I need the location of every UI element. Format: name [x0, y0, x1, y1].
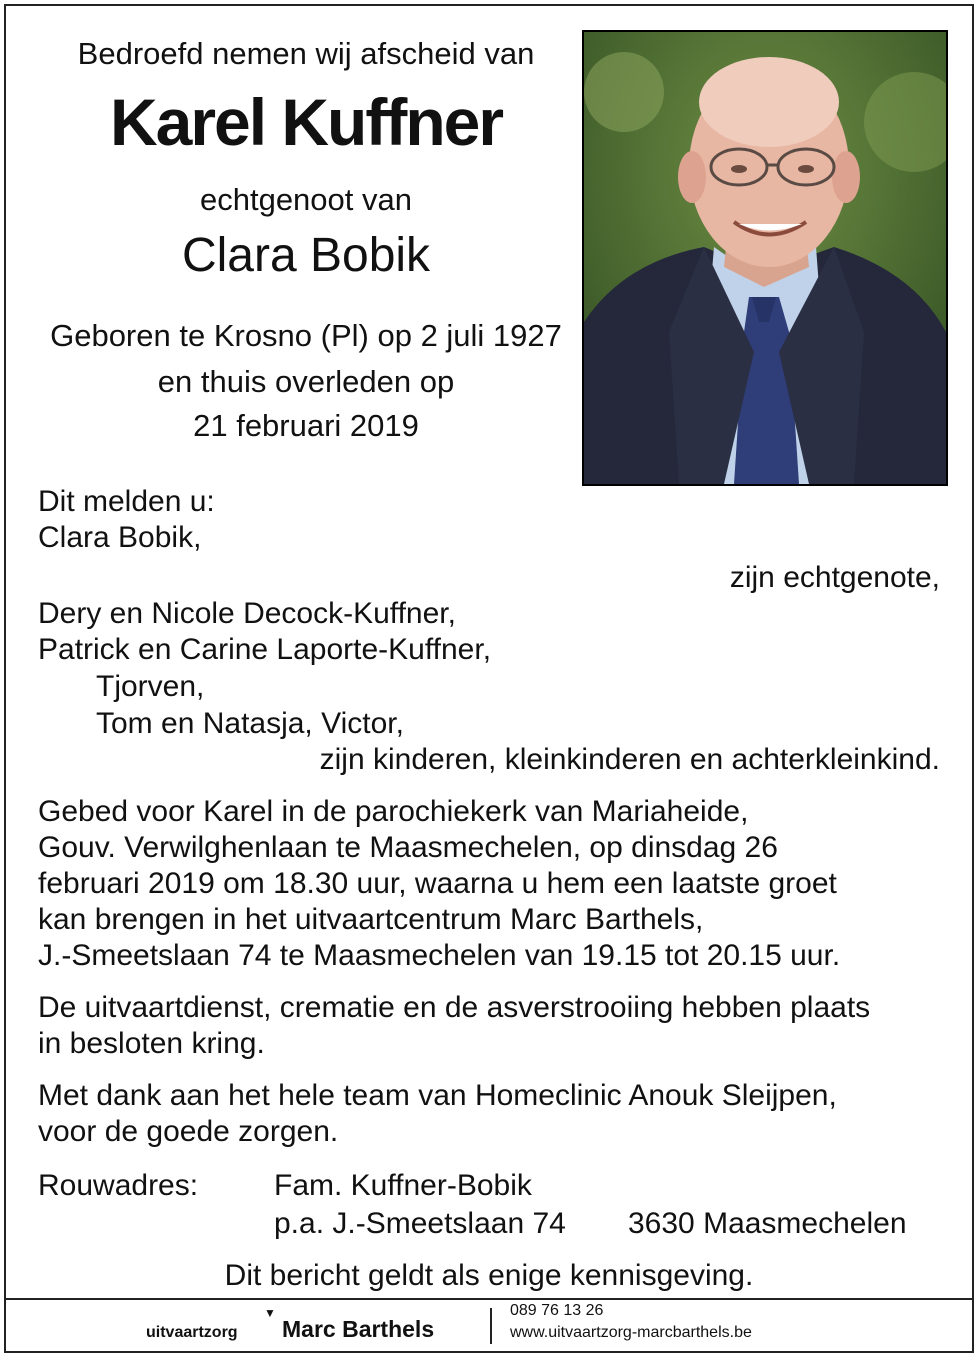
intro-text: Bedroefd nemen wij afscheid van: [77, 36, 535, 71]
family-children-2: Patrick en Carine Laporte-Kuffner,: [38, 633, 492, 666]
service-line-3: februari 2019 om 18.30 uur, waarna u hem een laatste groet: [38, 867, 837, 900]
family-children-1: Dery en Nicole Decock-Kuffner,: [38, 597, 456, 630]
family-grandchild-2: Tom en Natasja, Victor,: [96, 707, 404, 740]
portrait-photo-icon: [584, 32, 946, 484]
address-street: p.a. J.-Smeetslaan 74: [274, 1207, 566, 1240]
portrait-photo: [582, 30, 948, 486]
spouse-name: Clara Bobik: [181, 229, 431, 282]
family-spouse: Clara Bobik,: [38, 521, 202, 554]
footer-company-name: Marc Barthels: [282, 1316, 435, 1342]
address-name: Fam. Kuffner-Bobik: [274, 1169, 532, 1202]
footer-divider: [6, 1298, 972, 1300]
deceased-name: Karel Kuffner: [109, 85, 503, 159]
footer-phone: 089 76 13 26: [510, 1302, 604, 1319]
service-line-2: Gouv. Verwilghenlaan te Maasmechelen, op dinsdag 26: [38, 831, 778, 864]
birth-line: Geboren te Krosno (Pl) op 2 juli 1927: [50, 318, 562, 353]
obituary-card: [4, 4, 974, 1353]
family-spouse-role: zijn echtgenote,: [729, 561, 940, 594]
spouse-label: echtgenoot van: [199, 182, 412, 217]
address-label: Rouwadres:: [38, 1169, 199, 1202]
footer-separator: [490, 1308, 492, 1344]
address-city: 3630 Maasmechelen: [628, 1207, 907, 1240]
death-line: en thuis overleden op: [157, 364, 455, 399]
ceremony-line-1: De uitvaartdienst, crematie en de asverstrooiing hebben plaats: [38, 991, 871, 1024]
service-line-5: J.-Smeetslaan 74 te Maasmechelen van 19.15 tot 20.15 uur.: [38, 939, 841, 972]
service-line-1: Gebed voor Karel in de parochiekerk van Mariaheide,: [38, 795, 749, 828]
family-grandchild-1: Tjorven,: [96, 670, 205, 703]
death-date: 21 februari 2019: [193, 408, 419, 443]
family-children-role: zijn kinderen, kleinkinderen en achterkleinkind.: [319, 743, 940, 776]
service-line-4: kan brengen in het uitvaartcentrum Marc Barthels,: [38, 903, 704, 936]
family-intro: Dit melden u:: [38, 485, 215, 518]
thanks-line-1: Met dank aan het hele team van Homeclinic Anouk Sleijpen,: [38, 1079, 837, 1112]
footer-website: www.uitvaartzorg-marcbarthels.be: [510, 1324, 752, 1341]
notice-text: Dit bericht geldt als enige kennisgeving.: [224, 1259, 754, 1292]
thanks-line-2: voor de goede zorgen.: [38, 1115, 339, 1148]
ceremony-line-2: in besloten kring.: [38, 1027, 265, 1060]
triangle-icon: ▼: [264, 1306, 276, 1320]
footer-company-prefix: uitvaartzorg: [146, 1324, 238, 1341]
